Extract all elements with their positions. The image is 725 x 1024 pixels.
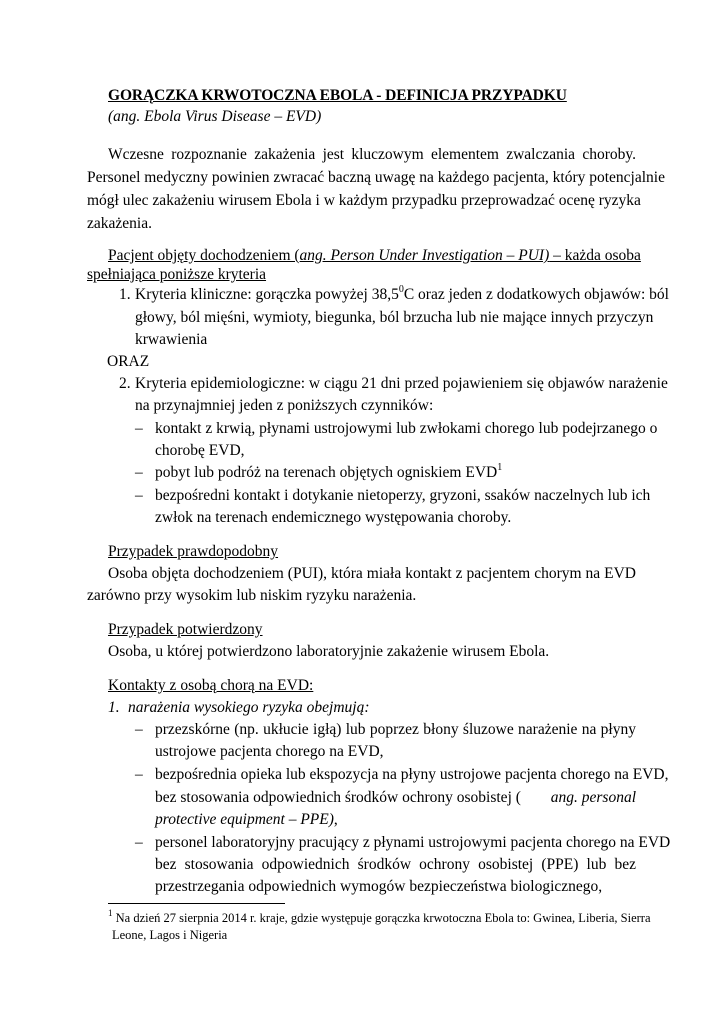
contact-item-1-line-2: ustrojowe pacjenta chorego na EVD,: [155, 743, 384, 760]
contact-item-2-line-2: [155, 786, 636, 809]
bullet-dash: –: [135, 766, 143, 783]
criterion-1-number: 1.: [119, 286, 131, 303]
degree-superscript: 0: [398, 283, 404, 295]
criterion-1-line-2: głowy, ból mięśni, wymioty, biegunka, ból brzucha lub nie mające innych przyczyn: [135, 309, 654, 326]
bullet-dash: –: [135, 420, 143, 437]
bullet-dash: –: [135, 487, 143, 504]
confirmed-heading: Przypadek potwierdzony: [108, 621, 263, 638]
probable-line-2: zarówno przy wysokim lub niskim ryzyku narażenia.: [87, 587, 417, 604]
criterion-2-line-1: Kryteria epidemiologiczne: w ciągu 21 dni przed pojawieniem się objawów narażenie: [135, 375, 668, 392]
intro-line-4: zakażenia.: [87, 215, 152, 232]
criterion-2-line-2: na przynajmniej jeden z poniższych czynników:: [135, 397, 434, 414]
pui-heading-line2: spełniająca poniższe kryteria: [87, 266, 267, 283]
criterion-1-line-1: [135, 283, 669, 306]
contact-item-1-line-1: przezskórne (np. ukłucie igłą) lub poprzez błony śluzowe narażenie na płyny: [155, 721, 636, 738]
contact-item-3-line-3: przestrzegania odpowiednich wymogów bezpieczeństwa biologicznego,: [155, 878, 603, 895]
bullet-dash: –: [135, 464, 143, 481]
confirmed-line-1: Osoba, u której potwierdzono laboratoryjnie zakażenie wirusem Ebola.: [108, 643, 550, 660]
footnote-divider: [108, 903, 285, 904]
footnote-line-1: [108, 907, 651, 927]
bullet-1-line-2: chorobę EVD,: [155, 442, 245, 459]
bullet-dash: –: [135, 721, 143, 738]
contact-item-2-italic-end: protective equipment – PPE): [155, 811, 334, 828]
contact-item-3-line-1: personel laboratoryjny pracujący z płynami ustrojowymi pacjenta chorego na EVD: [155, 834, 671, 851]
bullet-2-line-1: [155, 461, 502, 484]
probable-heading: Przypadek prawdopodobny: [108, 543, 279, 560]
bullet-3-line-1: bezpośredni kontakt i dotykanie nietoperzy, gryzoni, ssaków naczelnych lub ich: [155, 487, 651, 504]
intro-line-3: mógł ulec zakażeniu wirusem Ebola i w każdym przypadku przeprowadzać ocenę ryzyka: [87, 192, 641, 209]
intro-line-2: Personel medyczny powinien zwracać baczną uwagę na każdego pacjenta, który potencjalnie: [87, 169, 665, 186]
contact-item-2-line-1: bezpośrednia opieka lub ekspozycja na płyny ustrojowe pacjenta chorego na EVD,: [155, 766, 669, 783]
bullet-3-line-2: zwłok na terenach endemicznego występowania choroby.: [155, 509, 512, 526]
contacts-heading: Kontakty z osobą chorą na EVD:: [108, 677, 314, 694]
footnote-mark: 1: [108, 907, 113, 918]
probable-line-1: Osoba objęta dochodzeniem (PUI), która miała kontakt z pacjentem chorym na EVD: [108, 565, 636, 582]
pui-heading-italic: ang. Person Under Investigation – PUI): [299, 247, 550, 264]
footnote-line-2: Leone, Lagos i Nigeria: [112, 928, 228, 942]
bullet-2-text: pobyt lub podróż na terenach objętych ogniskiem EVD: [155, 464, 498, 481]
contact-item-2-line-3: [155, 808, 338, 831]
footnote-reference: 1: [497, 461, 503, 473]
criterion-1-text-post: C oraz jeden z dodatkowych objawów: ból: [403, 286, 669, 303]
contacts-item-number: 1.: [108, 699, 120, 716]
pui-heading-pre: Pacjent objęty dochodzeniem (: [108, 247, 300, 264]
contact-item-2-text: bez stosowania odpowiednich środków ochrony osobistej (: [155, 789, 521, 806]
page-title: GORĄCZKA KRWOTOCZNA EBOLA - DEFINICJA PRZYPADKU: [108, 87, 567, 104]
pui-heading-post: – każda osoba: [549, 247, 641, 264]
bullet-1-line-1: kontakt z krwią, płynami ustrojowymi lub zwłokami chorego lub podejrzanego o: [155, 420, 658, 437]
contact-item-3-line-2: bez stosowania odpowiednich środków ochrony osobistej (PPE) lub bez: [155, 856, 636, 873]
page-subtitle: (ang. Ebola Virus Disease – EVD): [108, 108, 322, 125]
bullet-dash: –: [135, 834, 143, 851]
intro-line-1: Wczesne rozpoznanie zakażenia jest kluczowym elementem zwalczania choroby.: [108, 146, 636, 163]
oraz-label: ORAZ: [107, 353, 150, 370]
contacts-high-risk-heading: narażenia wysokiego ryzyka obejmują:: [128, 699, 370, 716]
criterion-2-number: 2.: [119, 375, 131, 392]
criterion-1-text-pre: Kryteria kliniczne: gorączka powyżej 38,5: [135, 286, 399, 303]
criterion-1-line-3: krwawienia: [135, 331, 208, 348]
contact-item-2-comma: ,: [333, 811, 338, 828]
footnote-text: Na dzień 27 sierpnia 2014 r. kraje, gdzie występuje gorączka krwotoczna Ebola to: Gwinea, Liberia, Sierra: [115, 911, 651, 925]
contact-item-2-italic: ang. personal: [550, 789, 636, 806]
